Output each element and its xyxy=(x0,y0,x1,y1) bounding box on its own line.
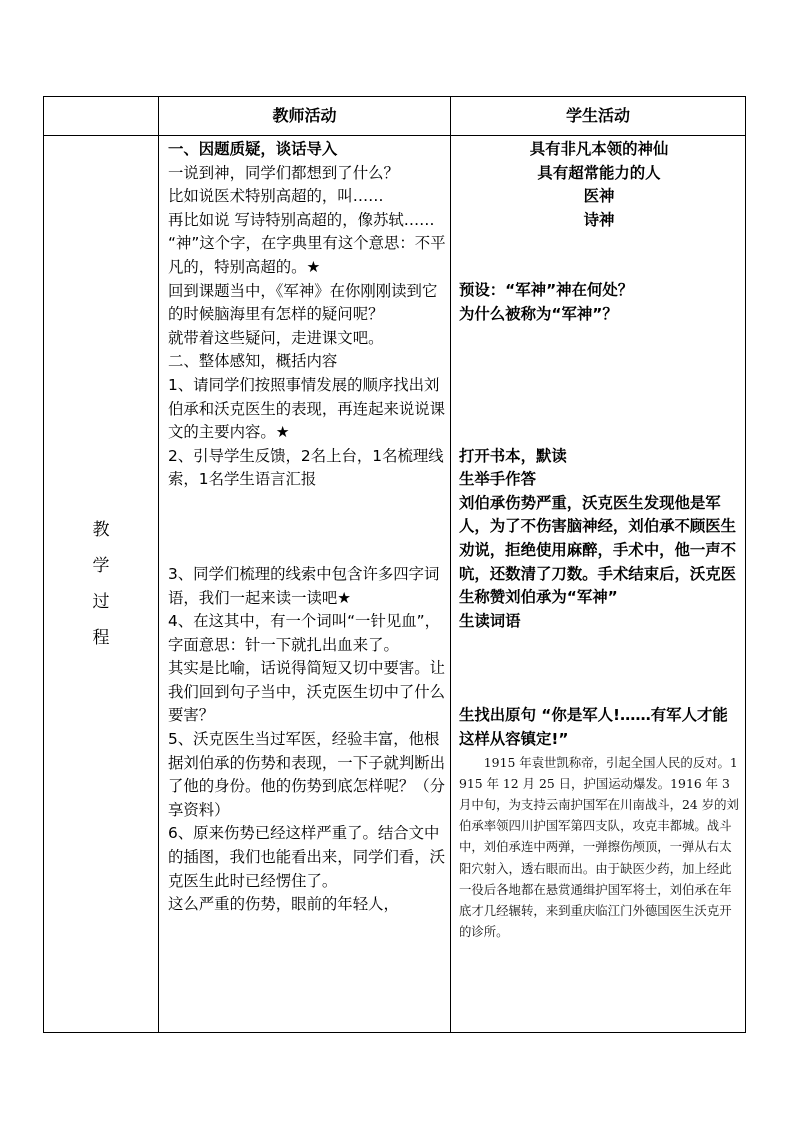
teacher-line: 一说到神，同学们都想到了什么？ xyxy=(168,163,399,182)
empty-header-cell xyxy=(44,97,159,136)
student-preset: 预设：“军神”神在何处？ xyxy=(459,281,634,300)
teacher-activity-cell xyxy=(159,136,451,1033)
teacher-activity-header: 教师活动 xyxy=(159,97,451,136)
student-activity-header: 学生活动 xyxy=(451,97,746,136)
section-heading: 二、整体感知，概括内容 xyxy=(168,352,338,371)
student-preset: 为什么被称为“军神”？ xyxy=(459,304,618,323)
student-activity-cell xyxy=(451,136,746,1033)
section-heading: 一、因题质疑，谈话导入 xyxy=(168,140,338,158)
teacher-line: 就带着这些疑问，走进课文吧。 xyxy=(168,328,384,347)
student-answer: 生读词语 xyxy=(459,611,521,630)
student-answer: 生举手作答 xyxy=(459,470,536,489)
student-answer: 具有非凡本领的神仙 xyxy=(529,140,669,158)
label-char: 学 xyxy=(92,556,110,576)
student-answer: 具有超常能力的人 xyxy=(537,163,661,182)
teacher-line: 这么严重的伤势，眼前的年轻人， xyxy=(168,895,399,914)
teacher-line: 比如说医术特别高超的，叫…… xyxy=(168,187,384,206)
teacher-line: “神”这个字，在字典里有这个意思：不平凡的，特别高超的。★ xyxy=(168,234,446,276)
student-answer: 生找出原句 “你是军人!……有军人才能这样从容镇定!” xyxy=(459,706,728,748)
teacher-line: 6、原来伤势已经这样严重了。结合文中的插图，我们也能看出来，同学们看，沃克医生此时已经愣住了。 xyxy=(168,824,446,890)
lesson-plan-table xyxy=(43,96,746,1033)
label-char: 教 xyxy=(92,520,110,540)
label-char: 过 xyxy=(92,592,110,612)
label-char: 程 xyxy=(92,628,110,648)
teaching-process-label xyxy=(44,136,159,1033)
student-answer: 刘伯承伤势严重，沃克医生发现他是军人，为了不伤害脑神经，刘伯承不顾医生劝说，拒绝使用麻醉，手术中，他一声不吭，还数清了刀数。手术结束后，沃克医生称赞刘伯承为“军神” xyxy=(459,493,737,607)
teacher-line: 1、请同学们按照事情发展的顺序找出刘伯承和沃克医生的表现，再连起来说说课文的主要内容。★ xyxy=(168,375,446,442)
student-answer: 打开书本，默读 xyxy=(459,446,567,465)
teacher-line: 2、引导学生反馈，2名上台，1名梳理线索，1名学生语言汇报 xyxy=(168,446,444,489)
header-row xyxy=(44,97,746,136)
student-answer: 诗神 xyxy=(583,210,615,229)
teacher-line: 5、沃克医生当过军医，经验丰富，他根据刘伯承的伤势和表现，一下子就判断出了他的身份。他的伤势到底怎样呢？（分享资料） xyxy=(168,730,446,819)
teacher-line: 再比如说 写诗特别高超的，像苏轼…… xyxy=(168,210,435,229)
teacher-line: 其实是比喻，话说得简短又切中要害。让我们回到句子当中，沃克医生切中了什么要害？ xyxy=(168,659,446,725)
process-row xyxy=(44,136,746,1033)
teacher-line: 3、同学们梳理的线索中包含许多四字词语，我们一起来读一读吧★ xyxy=(168,564,440,607)
teacher-line: 4、在这其中，有一个词叫“一针见血”，字面意思：针一下就扎出血来了。 xyxy=(168,612,440,654)
background-material: 1915 年袁世凯称帝，引起全国人民的反对。1915 年 12 月 25 日，护国运动爆发。1916 年 3 月中旬，为支持云南护国军在川南战斗，24 岁的刘伯承率领四川护国军第四支队，攻克丰都城。战斗中，刘伯承连中两弹，一弹擦伤颅顶，一弹从右太阳穴射入，透右眼而出。由于缺医少药，加上经此一役后各地都在悬赏通缉护国军将士，刘伯承在年底才几经辗转，来到重庆临江门外德国医生沃克开的诊所。 xyxy=(459,754,739,940)
student-answer: 医神 xyxy=(583,187,615,206)
teacher-line: 回到课题当中，《军神》在你刚刚读到它的时候脑海里有怎样的疑问呢？ xyxy=(168,281,438,324)
